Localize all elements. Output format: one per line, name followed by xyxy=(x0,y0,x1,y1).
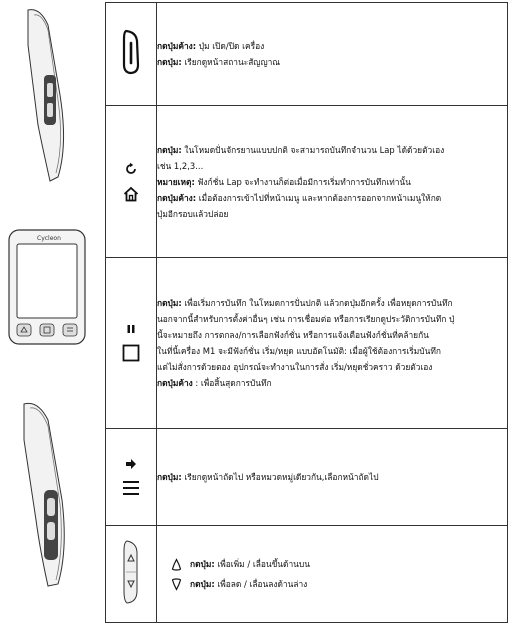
description-cell xyxy=(157,106,508,258)
description-cell xyxy=(157,3,508,106)
description-cell xyxy=(157,429,508,526)
button-description-table xyxy=(105,2,508,623)
device-brand-label: Cycleon xyxy=(37,235,61,242)
lap-refresh-icon xyxy=(124,162,138,176)
description-line: เช่น 1,2,3... xyxy=(157,160,204,171)
description-line: กดปุ่ม: เรียกดูหน้าสถานะสัญญาณ xyxy=(157,57,281,67)
description-line: กดปุ่มค้าง: ปุ่ม เปิด/ปิด เครื่อง xyxy=(157,41,265,51)
description-line: ในที่นี้เครื่อง M1 จะมีฟังก์ชั่น เริ่ม/หยุด แบบอัตโนมัติ: เมื่อผู้ใช้ต้องการเริ่มบันทึก xyxy=(157,346,441,356)
menu-icon xyxy=(122,480,140,496)
up-outline-icon xyxy=(171,558,182,571)
table-row-next xyxy=(106,429,508,526)
device-side-view-bottom xyxy=(18,400,86,590)
stop-icon xyxy=(122,344,140,362)
description-line-down: กดปุ่ม: เพื่อลด / เลื่อนลงด้านล่าง xyxy=(171,576,507,592)
table-row-record xyxy=(106,258,508,429)
pause-icon xyxy=(126,324,136,334)
description-line: ปุ่มอีกรอบแล้วปล่อย xyxy=(157,208,229,219)
icon-cell xyxy=(106,429,157,526)
description-line: กดปุ่ม: เพื่อเริ่มการบันทึก ในโหมดการปั่นปกติ แล้วกดปุ่มอีกครั้ง เพื่อหยุดการบันทึก xyxy=(157,298,453,308)
icon-cell xyxy=(106,258,157,429)
table-row-up-down xyxy=(106,526,508,623)
up-down-buttons-icon xyxy=(122,539,140,605)
description-line: กดปุ่ม: เรียกดูหน้าถัดไป หรือหมวดหมู่เดียวกัน,เลือกหน้าถัดไป xyxy=(157,472,379,482)
description-cell xyxy=(157,258,508,429)
description-line: หมายเหตุ: ฟังก์ชั่น Lap จะทำงานก็ต่อเมื่อมีการเริ่มทำการบันทึกเท่านั้น xyxy=(157,176,411,187)
description-line: กดปุ่มค้าง: เมื่อต้องการเข้าไปที่หน้าเมนู และหากต้องการออกจากหน้าเมนูให้กด xyxy=(157,192,442,203)
description-cell xyxy=(157,526,508,623)
home-icon xyxy=(123,186,139,202)
arrow-right-icon xyxy=(125,458,137,470)
down-outline-icon xyxy=(171,578,182,591)
description-line: นี้จะหมายถึง การตกลง/การเลือกฟังก์ชั่น หรือการแจ้งเตือนฟังก์ชั่นที่คล้ายกัน xyxy=(157,330,429,340)
icon-cell xyxy=(106,3,157,106)
power-button-icon xyxy=(122,29,140,75)
description-line: กดปุ่มค้าง : เพื่อสิ้นสุดการบันทึก xyxy=(157,378,272,388)
description-line: แต่ไม่สั่งการด้วยตอง อุปกรณ์จะทำงานในการสั่ง เริ่ม/หยุดชั่วคราว ด้วยตัวเอง xyxy=(157,362,433,372)
icon-cell xyxy=(106,526,157,623)
description-line: นอกจากนี้สำหรับการตั้งค่าอื่นๆ เช่น การเชื่อมต่อ หรือการเรียกดูประวัติการบันทึก ปุ่ xyxy=(157,314,455,324)
device-side-view-top xyxy=(20,5,80,185)
icon-cell xyxy=(106,106,157,258)
device-front-view xyxy=(7,228,89,348)
table-row-lap-menu xyxy=(106,106,508,258)
table-row-power xyxy=(106,3,508,106)
description-line-up: กดปุ่ม: เพื่อเพิ่ม / เลื่อนขึ้นด้านบน xyxy=(171,556,507,572)
description-line: กดปุ่ม: ในโหมดปั่นจักรยานแบบปกติ จะสามารถบันทึกจำนวน Lap ได้ด้วยตัวเอง xyxy=(157,144,445,155)
